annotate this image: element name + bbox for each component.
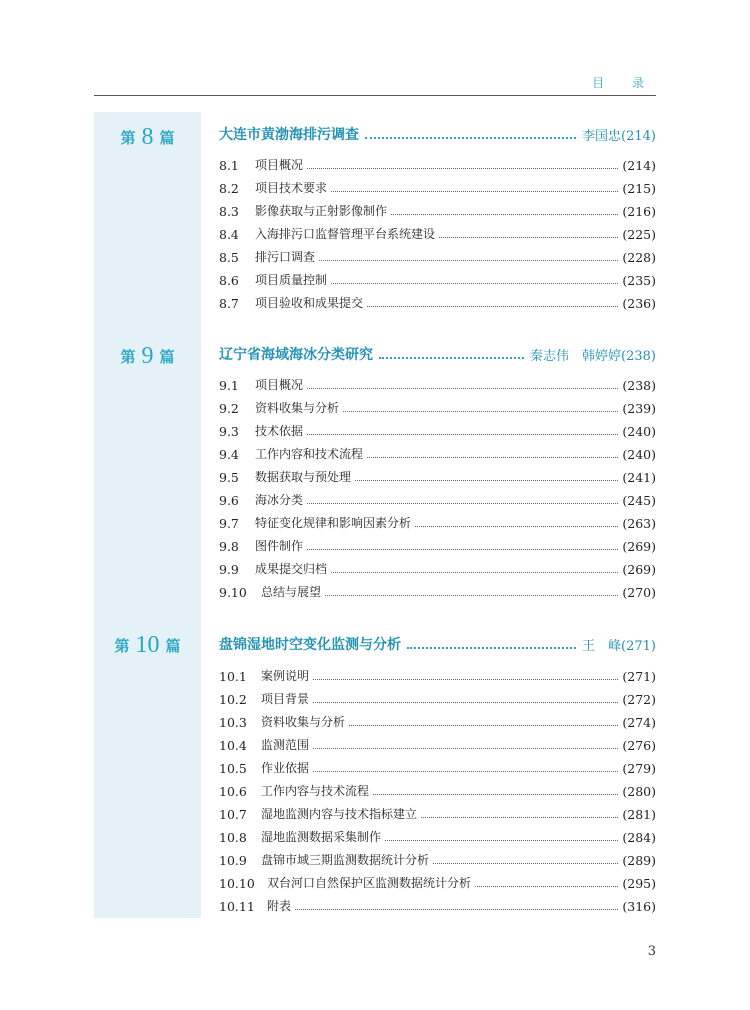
toc-title: 成果提交归档	[255, 562, 328, 576]
dot-leader	[313, 771, 618, 772]
toc-row[interactable]	[219, 712, 656, 730]
dot-leader	[295, 909, 618, 910]
part-title: 大连市黄渤海排污调查	[219, 127, 359, 143]
part-title: 辽宁省海域海冰分类研究	[219, 347, 373, 363]
dot-leader	[391, 214, 618, 215]
toc-row[interactable]	[219, 559, 656, 577]
toc-row[interactable]	[219, 293, 656, 311]
part-label-10	[94, 631, 201, 658]
toc-number: 10.7	[219, 807, 247, 822]
toc-title: 资料收集与分析	[255, 401, 340, 415]
dot-leader	[319, 260, 618, 261]
toc-title: 双台河口自然保护区监测数据统计分析	[267, 876, 472, 890]
toc-row[interactable]	[219, 513, 656, 531]
toc-row[interactable]	[219, 444, 656, 462]
toc-number: 8.5	[219, 250, 239, 265]
toc-number: 9.6	[219, 493, 239, 508]
toc-number: 9.7	[219, 516, 239, 531]
part-label-number: 10	[135, 632, 160, 658]
toc-row[interactable]	[219, 467, 656, 485]
toc-number: 10.5	[219, 761, 247, 776]
toc-number: 10.10	[219, 876, 255, 891]
toc-number: 10.1	[219, 669, 247, 684]
toc-number: 9.4	[219, 447, 239, 462]
toc-title: 监测范围	[261, 738, 310, 752]
toc-page: (228)	[622, 250, 656, 265]
toc-page: (276)	[622, 738, 656, 753]
dot-leader	[415, 526, 618, 527]
part-label-suffix: 篇	[165, 637, 181, 655]
toc-title: 项目概况	[255, 158, 304, 172]
dot-leader	[475, 886, 618, 887]
dot-leader	[385, 840, 618, 841]
toc-page: (263)	[622, 516, 656, 531]
toc-row[interactable]	[219, 536, 656, 554]
toc-page: (316)	[622, 899, 656, 914]
toc-title: 影像获取与正射影像制作	[255, 204, 388, 218]
part-label-9	[94, 342, 201, 369]
toc-title: 工作内容与技术流程	[261, 784, 370, 798]
toc-page: (284)	[622, 830, 656, 845]
toc-row[interactable]	[219, 781, 656, 799]
header-title: 目 录	[592, 76, 656, 90]
dot-leader	[367, 457, 618, 458]
toc-row[interactable]	[219, 247, 656, 265]
dot-leader	[407, 647, 576, 649]
part-title: 盘锦湿地时空变化监测与分析	[219, 637, 401, 653]
sidebar-band	[94, 112, 201, 918]
toc-number: 10.9	[219, 853, 247, 868]
toc-page: (269)	[622, 562, 656, 577]
part-label-prefix: 第	[120, 129, 136, 147]
toc-row[interactable]	[219, 689, 656, 707]
toc-row[interactable]	[219, 375, 656, 393]
toc-title: 海冰分类	[255, 493, 304, 507]
toc-row[interactable]	[219, 421, 656, 439]
toc-title: 附表	[267, 899, 292, 913]
toc-page: (236)	[622, 296, 656, 311]
part-title-row-9[interactable]	[219, 344, 656, 364]
toc-number: 8.7	[219, 296, 239, 311]
dot-leader	[313, 702, 618, 703]
toc-title: 项目技术要求	[255, 181, 328, 195]
toc-row[interactable]	[219, 873, 656, 891]
toc-number: 10.11	[219, 899, 255, 914]
toc-page: (280)	[622, 784, 656, 799]
dot-leader	[433, 863, 618, 864]
dot-leader	[421, 817, 618, 818]
toc-page: (214)	[622, 158, 656, 173]
toc-row[interactable]	[219, 490, 656, 508]
toc-title: 湿地监测数据采集制作	[261, 830, 382, 844]
toc-page: (215)	[622, 181, 656, 196]
toc-title: 项目质量控制	[255, 273, 328, 287]
toc-title: 项目概况	[255, 378, 304, 392]
toc-row[interactable]	[219, 270, 656, 288]
toc-title: 项目背景	[261, 692, 310, 706]
toc-page: (245)	[622, 493, 656, 508]
toc-row[interactable]	[219, 804, 656, 822]
part-label-number: 8	[141, 124, 154, 150]
toc-row[interactable]	[219, 735, 656, 753]
toc-title: 排污口调查	[255, 250, 316, 264]
toc-page: (295)	[622, 876, 656, 891]
dot-leader	[355, 480, 618, 481]
part-title-row-10[interactable]	[219, 634, 656, 654]
toc-page: (281)	[622, 807, 656, 822]
header-rule	[94, 95, 656, 96]
toc-page: (279)	[622, 761, 656, 776]
dot-leader	[307, 168, 618, 169]
toc-number: 8.1	[219, 158, 239, 173]
toc-number: 9.1	[219, 378, 239, 393]
toc-page: (274)	[622, 715, 656, 730]
toc-page: (272)	[622, 692, 656, 707]
toc-page: (239)	[622, 401, 656, 416]
toc-title: 资料收集与分析	[261, 715, 346, 729]
dot-leader	[307, 434, 618, 435]
part-label-prefix: 第	[120, 348, 136, 366]
dot-leader	[373, 794, 618, 795]
toc-title: 技术依据	[255, 424, 304, 438]
toc-page: (225)	[622, 227, 656, 242]
dot-leader	[379, 357, 524, 359]
toc-row[interactable]	[219, 224, 656, 242]
page-number: 3	[647, 944, 656, 959]
toc-number: 10.3	[219, 715, 247, 730]
toc-page: (269)	[622, 539, 656, 554]
part-label-prefix: 第	[114, 637, 130, 655]
toc-page: (235)	[622, 273, 656, 288]
toc-page: (216)	[622, 204, 656, 219]
dot-leader	[343, 411, 618, 412]
part-title-row-8[interactable]	[219, 124, 656, 144]
dot-leader	[349, 725, 618, 726]
toc-title: 工作内容和技术流程	[255, 447, 364, 461]
toc-number: 8.6	[219, 273, 239, 288]
dot-leader	[439, 237, 618, 238]
toc-page: (289)	[622, 853, 656, 868]
dot-leader	[325, 595, 618, 596]
toc-row[interactable]	[219, 582, 656, 600]
part-label-8	[94, 123, 201, 150]
toc-number: 9.5	[219, 470, 239, 485]
dot-leader	[313, 748, 618, 749]
toc-title: 入海排污口监督管理平台系统建设	[255, 227, 436, 241]
toc-title: 总结与展望	[261, 585, 322, 599]
toc-row[interactable]	[219, 666, 656, 684]
toc-number: 10.8	[219, 830, 247, 845]
part-label-suffix: 篇	[159, 129, 175, 147]
dot-leader	[331, 283, 618, 284]
toc-number: 10.2	[219, 692, 247, 707]
toc-row[interactable]	[219, 896, 656, 914]
toc-row[interactable]	[219, 178, 656, 196]
toc-number: 8.4	[219, 227, 239, 242]
dot-leader	[307, 388, 618, 389]
toc-title: 盘锦市域三期监测数据统计分析	[261, 853, 430, 867]
toc-title: 案例说明	[261, 669, 310, 683]
toc-row[interactable]	[219, 398, 656, 416]
part-author: 李国忠(214)	[582, 129, 656, 144]
toc-title: 作业依据	[261, 761, 310, 775]
toc-number: 9.10	[219, 585, 247, 600]
toc-title: 湿地监测内容与技术指标建立	[261, 807, 418, 821]
toc-title: 特征变化规律和影响因素分析	[255, 516, 412, 530]
toc-row[interactable]	[219, 827, 656, 845]
part-author: 秦志伟 韩婷婷(238)	[530, 349, 656, 364]
toc-row[interactable]	[219, 201, 656, 219]
toc-page: (240)	[622, 447, 656, 462]
dot-leader	[367, 306, 618, 307]
toc-number: 9.3	[219, 424, 239, 439]
toc-number: 8.3	[219, 204, 239, 219]
dot-leader	[365, 137, 576, 139]
dot-leader	[307, 503, 618, 504]
toc-number: 8.2	[219, 181, 239, 196]
dot-leader	[331, 191, 618, 192]
dot-leader	[313, 679, 618, 680]
toc-number: 9.9	[219, 562, 239, 577]
toc-title: 项目验收和成果提交	[255, 296, 364, 310]
toc-row[interactable]	[219, 850, 656, 868]
part-label-suffix: 篇	[159, 348, 175, 366]
toc-number: 9.2	[219, 401, 239, 416]
part-author: 王 峰(271)	[582, 639, 656, 654]
dot-leader	[331, 572, 618, 573]
toc-row[interactable]	[219, 155, 656, 173]
toc-page: (271)	[622, 669, 656, 684]
part-label-number: 9	[141, 343, 154, 369]
toc-number: 10.6	[219, 784, 247, 799]
toc-page: (238)	[622, 378, 656, 393]
toc-page: (270)	[622, 585, 656, 600]
toc-row[interactable]	[219, 758, 656, 776]
toc-page: (240)	[622, 424, 656, 439]
dot-leader	[307, 549, 618, 550]
toc-title: 图件制作	[255, 539, 304, 553]
toc-title: 数据获取与预处理	[255, 470, 352, 484]
toc-number: 10.4	[219, 738, 247, 753]
toc-page: (241)	[622, 470, 656, 485]
toc-number: 9.8	[219, 539, 239, 554]
